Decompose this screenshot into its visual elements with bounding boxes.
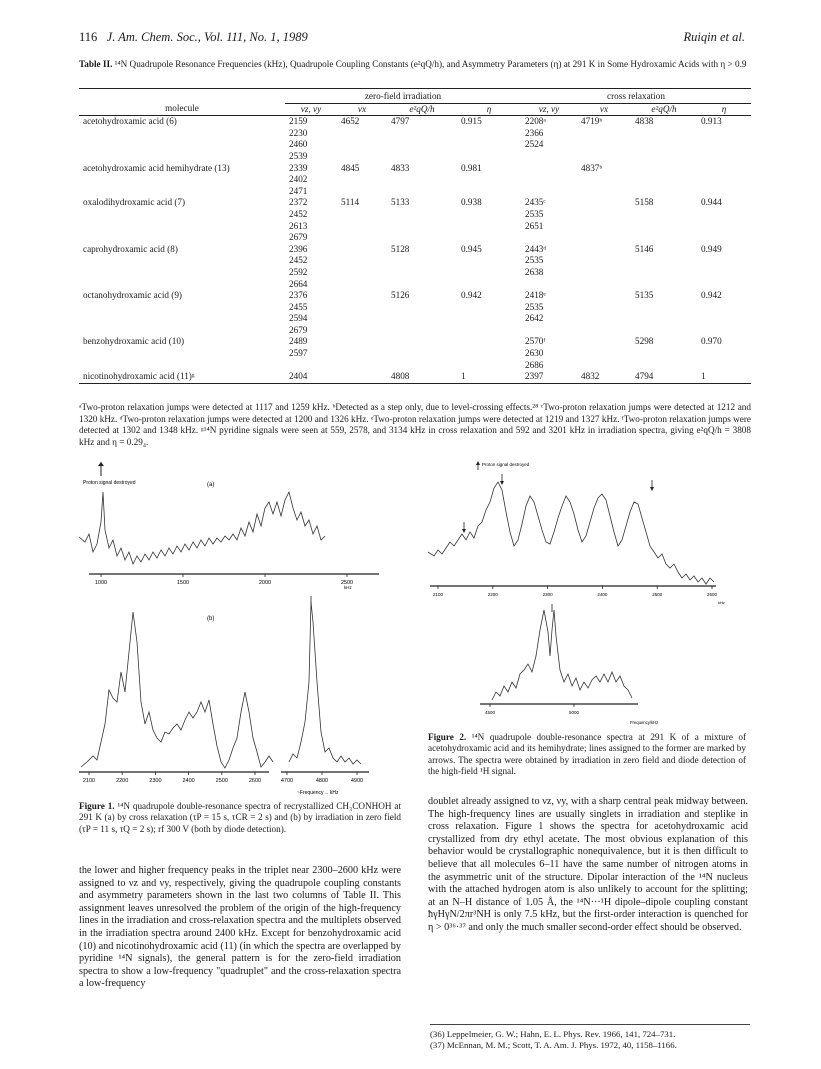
column-header: νz, νy bbox=[521, 103, 577, 116]
table-cell-cr-vx: 4719ᵇ bbox=[581, 116, 603, 127]
axis-b-tick-label: 2500 bbox=[215, 778, 228, 784]
figure-2-caption-text: ¹⁴N quadrupole double-resonance spectra at 291 K of a mixture of acetohydroxamic acid and its hemihydrate; lines assigned to the former are marked by arrows. The spectra were obtained by irradiation in zero field and diode detection of the high-field ¹H signal. bbox=[428, 732, 747, 777]
table-label: Table II. bbox=[79, 59, 113, 69]
table-cell-cr-eta: 0.913 bbox=[701, 116, 722, 127]
axis-a-unit: kHz bbox=[344, 585, 352, 590]
table-cell-cr-eqq bbox=[631, 163, 697, 198]
table-cell-cr-eta: 0.944 bbox=[701, 197, 722, 208]
figure-1-spectra bbox=[79, 462, 389, 797]
frequency-value: 2630 bbox=[525, 348, 544, 359]
table-cell-cr-eqq: 5298 bbox=[635, 336, 654, 347]
frequency-value: 2230 bbox=[289, 127, 308, 138]
annotation-proton-destroyed: Proton signal destroyed bbox=[482, 462, 530, 467]
table-body bbox=[79, 116, 751, 384]
frequency-value: 2570ᶠ bbox=[525, 336, 546, 347]
table-cell-zf-vx bbox=[337, 290, 387, 336]
table-cell-cr-vx bbox=[577, 244, 631, 290]
table-row bbox=[79, 163, 751, 198]
axis-a-tick-label: 1000 bbox=[94, 580, 108, 586]
axis-b-tick-label: 4700 bbox=[280, 778, 294, 784]
table-caption-text: ¹⁴N Quadrupole Resonance Frequencies (kHz), Quadrupole Coupling Constants (e²qQ/h), and Asymmetry Parameters (η) at 291 K in Some Hydroxamic Acids with η > 0.9 bbox=[114, 59, 747, 69]
axis-top-tick-label: 2300 bbox=[542, 592, 553, 597]
table-cell-cr-eqq: 4794 bbox=[631, 371, 697, 383]
frequency-value: 2435ᶜ bbox=[525, 197, 546, 208]
frequency-value: 2396 bbox=[289, 243, 308, 254]
table-cell-cr-vzvy bbox=[521, 116, 577, 163]
spectrum-trace-a bbox=[79, 492, 325, 564]
frequency-value: 2524 bbox=[525, 139, 544, 150]
table-cell-cr-eta bbox=[697, 163, 751, 198]
axis-a-tick-label: 2000 bbox=[258, 580, 272, 586]
arrow-head-icon bbox=[98, 462, 104, 466]
table-cell-zf-vx: 4652 bbox=[341, 116, 360, 127]
frequency-value: 2594 bbox=[289, 313, 308, 324]
running-header-left bbox=[79, 30, 308, 45]
column-header: η bbox=[697, 103, 751, 116]
axis-bottom-label: Frequency/kHz bbox=[630, 720, 659, 725]
table-caption bbox=[79, 58, 747, 70]
table-cell-cr-vzvy bbox=[521, 290, 577, 336]
journal-citation: J. Am. Chem. Soc., Vol. 111, No. 1, 1989 bbox=[106, 30, 308, 44]
table-cell-zf-eta: 0.945 bbox=[461, 243, 482, 254]
frequency-value: 2638 bbox=[525, 266, 544, 277]
table-cell-molecule: oxalodihydroxamic acid (7) bbox=[83, 197, 186, 208]
table-cell-molecule: octanohydroxamic acid (9) bbox=[83, 290, 182, 301]
axis-top-tick-label: 2500 bbox=[652, 592, 663, 597]
table-row bbox=[79, 371, 751, 383]
table-cell-molecule: caprohydroxamic acid (8) bbox=[83, 243, 178, 254]
frequency-value: 2664 bbox=[289, 278, 308, 289]
table-cell-zf-eta bbox=[457, 336, 521, 371]
table-cell-zf-vx bbox=[337, 244, 387, 290]
column-header: e²qQ/h bbox=[631, 103, 697, 116]
table-cell-zf-eqq bbox=[387, 336, 457, 371]
table-cell-cr-vzvy bbox=[521, 244, 577, 290]
table-cell-zf-vzvy bbox=[285, 290, 337, 336]
references bbox=[430, 1024, 750, 1051]
table-cell-zf-vx: 5114 bbox=[341, 197, 360, 208]
axis-top-tick-label: 2600 bbox=[706, 592, 718, 597]
frequency-value: 2418ᵉ bbox=[525, 290, 546, 301]
table-row bbox=[79, 244, 751, 290]
frequency-value: 2372 bbox=[289, 197, 308, 208]
table-cell-molecule: nicotinohydroxamic acid (11)ᵍ bbox=[79, 371, 285, 383]
frequency-value: 2592 bbox=[289, 266, 308, 277]
arrow-head-icon bbox=[476, 461, 480, 465]
table-cell-zf-vzvy bbox=[285, 336, 337, 371]
figure-1-caption-text: ¹⁴N quadrupole double-resonance spectra of recrystallized CH₃CONHOH at 291 K (a) by cross relaxation (τP = 15 s, τCR = 2 s) and (b) by irradiation in zero field (τP = 11 s, τQ = 2 s); rf 300 V (both by diode detection). bbox=[79, 801, 402, 834]
table-row bbox=[79, 290, 751, 336]
axis-b-tick-label: 4800 bbox=[315, 778, 329, 784]
axis-top-tick-label: 2400 bbox=[597, 592, 608, 597]
axis-top-tick-label: 2200 bbox=[487, 592, 498, 597]
axis-b-tick-label: 2300 bbox=[149, 778, 162, 784]
frequency-value: 2613 bbox=[289, 220, 308, 231]
frequency-value: 2376 bbox=[289, 290, 308, 301]
axis-bottom-tick-label: 5000 bbox=[568, 710, 580, 715]
axis-b-label: ~Frequency→ kHz bbox=[297, 790, 339, 796]
spectrum-trace-top bbox=[428, 482, 714, 584]
table-cell-zf-eta: 0.942 bbox=[461, 290, 482, 301]
table-cell-cr-vx: 4832 bbox=[577, 371, 631, 383]
table-cell-cr-eqq: 5135 bbox=[635, 290, 654, 301]
frequency-value: 2397 bbox=[525, 371, 544, 382]
panel-label-a: (a) bbox=[207, 482, 215, 488]
axis-bottom-tick-label: 4500 bbox=[484, 710, 496, 715]
frequency-value: 2159 bbox=[289, 116, 308, 127]
table-footnotes: ᵃTwo-proton relaxation jumps were detected at 1117 and 1259 kHz. ᵇDetected as a step only, due to level-crossing effects.²⁸ ᶜTwo-proton relaxation jumps were detected at 1212 and 1320 kHz. ᵈTwo-proton relaxation jumps were detected at 1200 and 1326 kHz. ᵉTwo-proton relaxation jumps were detected at 1219 and 1327 kHz. ᶠTwo-proton relaxation jumps were detected at 1302 and 1348 kHz. ᵍ¹⁴N pyridine signals were seen at 559, 2578, and 3134 kHz in cross relaxation and 592 and 3201 kHz in irradiation spectra, giving e²qQ/h = 3808 kHz and η = 0.29₄. bbox=[79, 402, 751, 447]
frequency-value: 2443ᵈ bbox=[525, 243, 547, 254]
table-cell-cr-vx bbox=[577, 197, 631, 243]
table-cell-zf-eqq: 5133 bbox=[391, 197, 410, 208]
table-cell-zf-vx bbox=[337, 371, 387, 383]
figure-1-caption bbox=[79, 801, 401, 835]
spectrum-trace-bottom bbox=[492, 610, 632, 700]
down-arrow-head-icon bbox=[650, 487, 654, 491]
axis-top-unit: kHz bbox=[718, 600, 725, 605]
table-cell-cr-vzvy bbox=[521, 371, 577, 383]
table-cell-zf-eta: 0.915 bbox=[461, 116, 482, 127]
figure-2 bbox=[426, 460, 746, 728]
group-header-zero-field: zero-field irradiation bbox=[285, 89, 521, 104]
table-cell-zf-vzvy bbox=[285, 116, 337, 163]
reference-37: (37) McEnnan, M. M.; Scott, T. A. Am. J. Phys. 1972, 40, 1158–1166. bbox=[430, 1040, 677, 1050]
figure-2-label: Figure 2. bbox=[428, 732, 467, 742]
page-number: 116 bbox=[79, 30, 98, 44]
frequency-value: 2452 bbox=[289, 208, 308, 219]
table-cell-cr-vx bbox=[577, 290, 631, 336]
axis-a-tick-label: 1500 bbox=[176, 580, 190, 586]
figure-2-caption bbox=[428, 732, 746, 778]
column-header: molecule bbox=[79, 103, 285, 116]
column-header: e²qQ/h bbox=[387, 103, 457, 116]
frequency-value: 2679 bbox=[289, 324, 308, 335]
down-arrow-head-icon bbox=[462, 529, 466, 533]
frequency-value: 2651 bbox=[525, 220, 544, 231]
frequency-value: 2455 bbox=[289, 301, 308, 312]
table-cell-cr-eta: 0.942 bbox=[701, 290, 722, 301]
figure-2-spectra bbox=[426, 460, 746, 728]
spectrum-trace-b-left bbox=[81, 612, 273, 768]
column-header: η bbox=[457, 103, 521, 116]
frequency-value: 2535 bbox=[525, 208, 544, 219]
table-cell-cr-eqq: 5158 bbox=[635, 197, 654, 208]
table-cell-cr-eqq: 4838 bbox=[635, 116, 654, 127]
down-arrow-head-icon bbox=[500, 481, 504, 485]
group-header-cross-relaxation: cross relaxation bbox=[521, 89, 751, 104]
annotation-proton-destroyed: Proton signal destroyed bbox=[83, 480, 136, 486]
frequency-value: 2679 bbox=[289, 232, 308, 243]
frequency-value: 2535 bbox=[525, 301, 544, 312]
table-row bbox=[79, 116, 751, 163]
table-cell-zf-vx bbox=[337, 336, 387, 371]
table-cell-cr-vzvy bbox=[521, 163, 577, 198]
panel-label-b: (b) bbox=[207, 616, 215, 622]
frequency-value: 2535 bbox=[525, 255, 544, 266]
frequency-value: 2489 bbox=[289, 336, 308, 347]
table-cell-cr-eta: 0.970 bbox=[701, 336, 722, 347]
table-cell-zf-vzvy bbox=[285, 244, 337, 290]
table-cell-zf-eqq: 5126 bbox=[391, 290, 410, 301]
frequency-value: 2402 bbox=[289, 174, 308, 185]
body-text-left-column: the lower and higher frequency peaks in the triplet near 2300–2600 kHz were assigned to νz and νy, respectively, giving the quadrupole coupling constants and asymmetry parameters shown in the last two columns of Table II. This assignment leaves unresolved the problem of the origin of the high-frequency lines in the irradiation and cross-relaxation spectra and the multiplets observed in the irradiation spectra around 2400 kHz. Except for benzohydroxamic acid (10) and nicotinohydroxamic acid (11) (in which the spectra are overlapped by pyridine ¹⁴N signals), the general pattern is for the zero-field irradiation spectra to show a low-frequency "quadruplet" and the cross-relaxation spectra a low-frequency bbox=[79, 865, 401, 990]
frequency-value: 2597 bbox=[289, 348, 308, 359]
table-row bbox=[79, 336, 751, 371]
table-cell-zf-eta: 1 bbox=[457, 371, 521, 383]
spectrum-trace-b-right bbox=[289, 602, 361, 764]
table-cell-cr-vzvy bbox=[521, 197, 577, 243]
table-cell-cr-vzvy bbox=[521, 336, 577, 371]
frequency-value: 2339 bbox=[289, 162, 308, 173]
axis-b-tick-label: 2600 bbox=[248, 778, 262, 784]
figure-1-label: Figure 1. bbox=[79, 801, 115, 811]
table-cell-molecule: acetohydroxamic acid hemihydrate (13) bbox=[83, 162, 230, 173]
axis-b-tick-label: 4900 bbox=[350, 778, 364, 784]
table-cell-zf-vzvy bbox=[285, 163, 337, 198]
table-cell-zf-eqq: 4808 bbox=[387, 371, 457, 383]
frequency-value: 2208ᵃ bbox=[525, 116, 546, 127]
frequency-value: 2460 bbox=[289, 139, 308, 150]
reference-36: (36) Leppelmeier, G. W.; Hahn, E. L. Phys. Rev. 1966, 141, 724–731. bbox=[430, 1029, 676, 1039]
data-table bbox=[79, 88, 751, 384]
axis-b-tick-label: 2400 bbox=[182, 778, 195, 784]
table-cell-cr-eqq: 5146 bbox=[635, 243, 654, 254]
table-cell-zf-eqq: 4833 bbox=[391, 162, 410, 173]
table-cell-cr-eta: 0.949 bbox=[701, 243, 722, 254]
table-cell-cr-vx bbox=[577, 336, 631, 371]
frequency-value: 2471 bbox=[289, 185, 308, 196]
table-cell-zf-eta: 0.981 bbox=[461, 162, 482, 173]
table-cell-zf-eqq: 4797 bbox=[391, 116, 410, 127]
axis-top-tick-label: 2100 bbox=[432, 592, 444, 597]
table-cell-molecule: acetohydroxamic acid (6) bbox=[83, 116, 177, 127]
table-cell-zf-eta: 0.938 bbox=[461, 197, 482, 208]
table-cell-cr-vx: 4837ᵇ bbox=[581, 162, 603, 173]
body-text-right-column: doublet already assigned to νz, νy, with a sharp central peak midway between. The high-frequency lines are usually singlets in irradiation and steplike in cross relaxation. Figure 1 shows the spectra for acetohydroxamic acid crystallized from dry ethyl acetate. The most obvious explanation of this behavior would be crystallographic nonequivalence, but it is then difficult to believe that all molecules 6–11 have the same number of nitrogen atoms in the asymmetric unit of the structure. Dipolar interaction of the ¹⁴N nucleus with the attached hydrogen atom is also unlikely to account for the splitting; at an N–H distance of 1.05 Å, the ¹⁴N···¹H dipole–dipole coupling constant ħγHγN/2πr³NH is only 7.5 kHz, but the first-order interaction is quenched for η > 0³⁶·³⁷ and only the much smaller second-order effect should be observed. bbox=[428, 796, 748, 933]
column-header: νx bbox=[577, 103, 631, 116]
column-header: νz, νy bbox=[285, 103, 337, 116]
axis-a-tick-label: 2500 bbox=[340, 580, 354, 586]
running-header-authors: Ruiqin et al. bbox=[683, 30, 745, 44]
table-cell-zf-vzvy bbox=[285, 371, 337, 383]
table-cell-molecule: benzohydroxamic acid (10) bbox=[83, 336, 185, 347]
table-cell-zf-eqq: 5128 bbox=[391, 243, 410, 254]
frequency-value: 2686 bbox=[525, 359, 544, 370]
figure-1 bbox=[79, 462, 389, 797]
axis-b-tick-label: 2200 bbox=[116, 778, 129, 784]
column-header: νx bbox=[337, 103, 387, 116]
table-cell-zf-vx: 4845 bbox=[341, 162, 360, 173]
frequency-value: 2452 bbox=[289, 255, 308, 266]
frequency-value: 2642 bbox=[525, 313, 544, 324]
frequency-value: 2539 bbox=[289, 150, 308, 161]
table-cell-cr-eta: 1 bbox=[697, 371, 751, 383]
table-cell-zf-vzvy bbox=[285, 197, 337, 243]
frequency-value: 2366 bbox=[525, 127, 544, 138]
table-row bbox=[79, 197, 751, 243]
frequency-value: 2404 bbox=[289, 371, 308, 382]
axis-b-tick-label: 2100 bbox=[82, 778, 96, 784]
